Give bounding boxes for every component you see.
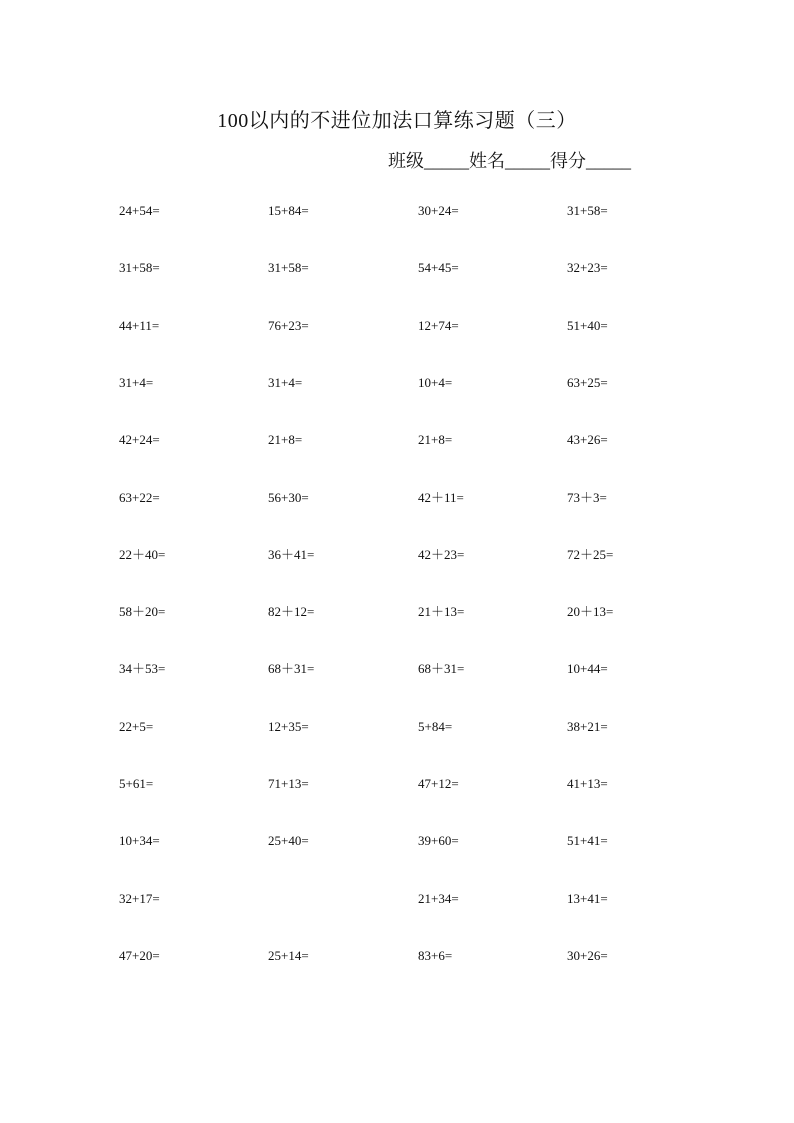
problem-item: 58＋20= — [119, 604, 166, 619]
problem-item: 10+34= — [119, 833, 160, 848]
problem-item: 25+14= — [268, 948, 309, 963]
problem-item: 10+4= — [418, 375, 453, 390]
problem-item: 56+30= — [268, 490, 309, 505]
problem-item: 38+21= — [567, 719, 608, 734]
class-label: 班级 — [388, 151, 424, 171]
problem-item: 73＋3= — [567, 490, 607, 505]
problem-item: 42+24= — [119, 432, 160, 447]
problem-item: 68＋31= — [268, 661, 315, 676]
problem-item: 44+11= — [119, 318, 160, 333]
problem-item: 30+26= — [567, 948, 608, 963]
problem-item: 51+41= — [567, 833, 608, 848]
score-label: 得分 — [550, 151, 586, 171]
name-label: 姓名 — [469, 151, 505, 171]
problem-item: 63+22= — [119, 490, 160, 505]
problem-item: 20＋13= — [567, 604, 614, 619]
problem-item: 32+23= — [567, 260, 608, 275]
problem-item: 71+13= — [268, 776, 309, 791]
problem-item: 24+54= — [119, 203, 160, 218]
problem-item: 54+45= — [418, 260, 459, 275]
score-blank: _____ — [586, 151, 631, 171]
class-blank: _____ — [424, 151, 469, 171]
problem-item: 31+58= — [268, 260, 309, 275]
problem-item: 10+44= — [567, 661, 608, 676]
worksheet-title: 100以内的不进位加法口算练习题（三） — [217, 110, 577, 132]
problem-item: 5+61= — [119, 776, 154, 791]
problem-item: 63+25= — [567, 375, 608, 390]
problem-item: 21+34= — [418, 891, 459, 906]
problem-item: 32+17= — [119, 891, 160, 906]
problem-item: 21+8= — [418, 432, 453, 447]
problem-item: 21＋13= — [418, 604, 465, 619]
problem-item: 12+35= — [268, 719, 309, 734]
problem-item: 21+8= — [268, 432, 303, 447]
problem-item: 31+4= — [268, 375, 303, 390]
problem-item: 42＋11= — [418, 490, 464, 505]
problem-item: 22+5= — [119, 719, 154, 734]
problem-item: 51+40= — [567, 318, 608, 333]
problem-item: 72＋25= — [567, 547, 614, 562]
problem-item: 83+6= — [418, 948, 453, 963]
problem-item: 41+13= — [567, 776, 608, 791]
problem-item: 36＋41= — [268, 547, 315, 562]
problem-item: 68＋31= — [418, 661, 465, 676]
problem-item: 22＋40= — [119, 547, 166, 562]
problem-item: 12+74= — [418, 318, 459, 333]
problem-item: 13+41= — [567, 891, 608, 906]
problem-item: 5+84= — [418, 719, 453, 734]
problem-item: 76+23= — [268, 318, 309, 333]
problem-item: 47+20= — [119, 948, 160, 963]
problem-item: 43+26= — [567, 432, 608, 447]
problem-item: 15+84= — [268, 203, 309, 218]
name-blank: _____ — [505, 151, 550, 171]
problem-item: 82＋12= — [268, 604, 315, 619]
problem-item: 25+40= — [268, 833, 309, 848]
problem-item: 31+4= — [119, 375, 154, 390]
problem-item: 34＋53= — [119, 661, 166, 676]
problem-item: 31+58= — [567, 203, 608, 218]
problem-item: 30+24= — [418, 203, 459, 218]
problem-item: 42＋23= — [418, 547, 465, 562]
problem-item: 39+60= — [418, 833, 459, 848]
problem-item: 47+12= — [418, 776, 459, 791]
problem-item: 31+58= — [119, 260, 160, 275]
